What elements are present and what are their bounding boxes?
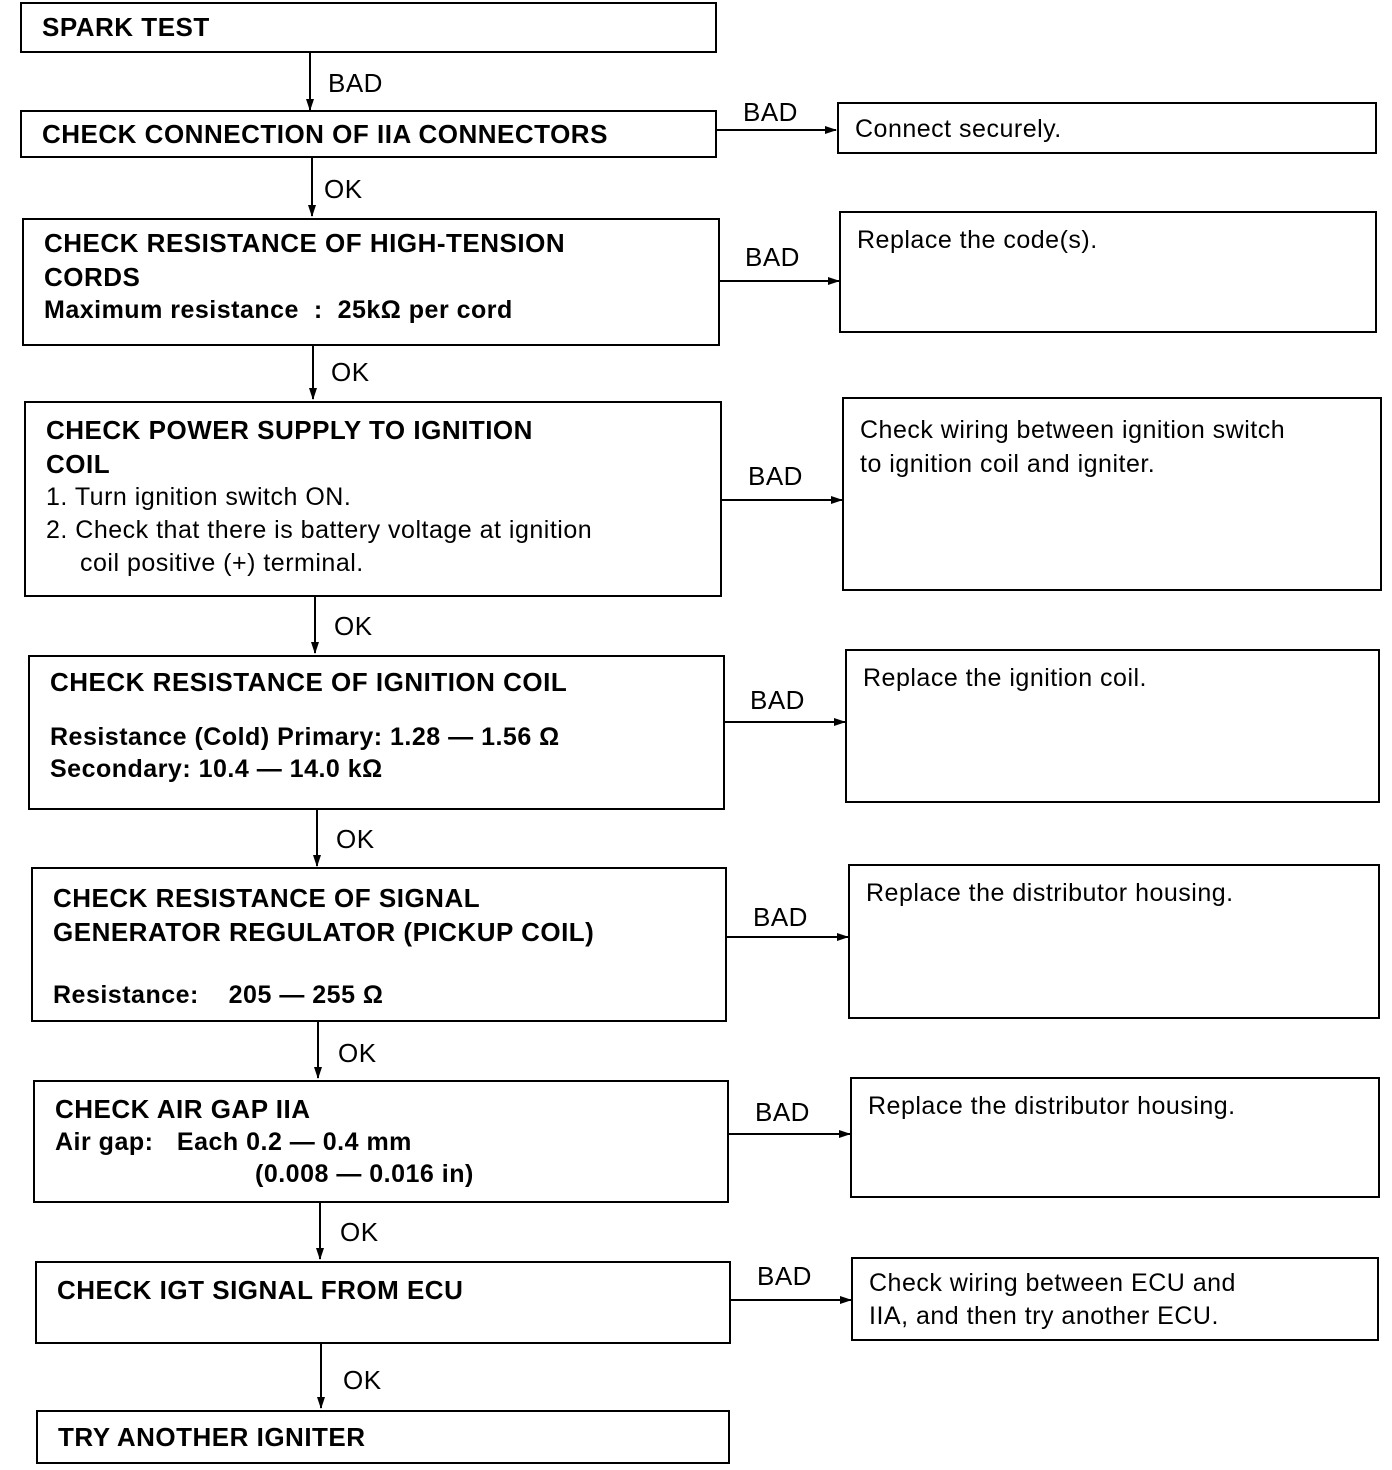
spec-label: Resistance (Cold) [50,723,270,751]
ok-label: OK [324,174,363,204]
result-text-line1: Check wiring between ECU and [869,1269,1236,1297]
spec-label: Air gap: [55,1128,154,1156]
step-title-line2: COIL [46,449,111,479]
bad-label: BAD [748,461,803,491]
result-text: Connect securely. [855,115,1062,143]
step-title-line2: GENERATOR REGULATOR (PICKUP COIL) [53,917,595,947]
step-title-line1: CHECK RESISTANCE OF HIGH-TENSION [44,228,566,258]
spec-value: Each 0.2 — 0.4 mm [176,1128,412,1156]
instruction: 2. Check that there is battery voltage at ignition [46,516,593,544]
instruction: coil positive (+) terminal. [80,549,364,577]
result-text: Replace the distributor housing. [868,1092,1236,1120]
step-title: CHECK RESISTANCE OF IGNITION COIL [50,667,568,697]
primary-value: 1.28 — 1.56 Ω [390,723,560,751]
result-replace-cords [839,211,1377,333]
step-check-iia-connectors [20,110,717,158]
primary-spec [50,721,703,753]
spec-line: Maximum resistance : 25kΩ per cord [44,296,513,324]
result-text-line2: to ignition coil and igniter. [860,450,1156,478]
step-try-another-igniter [36,1410,730,1464]
step-check-signal-generator [31,867,727,1022]
result-text: Replace the code(s). [857,226,1098,254]
step-check-power-supply [24,401,722,597]
ok-label: OK [340,1217,379,1247]
step-title: TRY ANOTHER IGNITER [58,1422,366,1452]
ok-label: OK [338,1038,377,1068]
spec-value-in: (0.008 — 0.016 in) [255,1160,474,1188]
step-check-air-gap [33,1080,729,1203]
result-text: Replace the ignition coil. [863,664,1147,692]
step-title: SPARK TEST [42,12,210,42]
bad-label: BAD [745,242,800,272]
step-title: CHECK CONNECTION OF IIA CONNECTORS [42,119,608,149]
bad-label: BAD [755,1097,810,1127]
step-check-igt-signal [35,1261,731,1344]
bad-label: BAD [757,1261,812,1291]
step-check-ignition-coil [28,655,725,810]
result-replace-distributor-housing-2 [850,1077,1380,1198]
bad-label: BAD [753,902,808,932]
ok-label: OK [343,1365,382,1395]
secondary-value: 10.4 — 14.0 kΩ [198,755,383,783]
result-text-line2: IIA, and then try another ECU. [869,1302,1219,1330]
ok-label: OK [334,611,373,641]
instruction: 1. Turn ignition switch ON. [46,483,352,511]
ok-label: OK [331,357,370,387]
bad-label: BAD [743,97,798,127]
result-text: Replace the distributor housing. [866,879,1234,907]
ok-label: OK [336,824,375,854]
spec-label: Resistance: [53,981,199,1009]
air-gap-spec [55,1126,707,1158]
secondary-label: Secondary: [50,755,192,783]
step-title-line1: CHECK RESISTANCE OF SIGNAL [53,883,481,913]
step-check-high-tension-cords [22,218,720,346]
primary-label: Primary: [277,723,383,751]
spec-value: 205 — 255 Ω [228,981,384,1009]
result-connect-securely [837,102,1377,154]
result-check-ignition-wiring [842,397,1382,591]
result-replace-ignition-coil [845,649,1380,803]
spec-label: Maximum resistance [44,296,299,324]
step-title: CHECK IGT SIGNAL FROM ECU [57,1275,464,1305]
step-title: CHECK AIR GAP IIA [55,1094,311,1124]
air-gap-spec-in [55,1158,707,1190]
step-title-line2: CORDS [44,262,141,292]
step-title-line1: CHECK POWER SUPPLY TO IGNITION [46,415,533,445]
bad-label: BAD [750,685,805,715]
bad-label: BAD [328,68,383,98]
result-replace-distributor-housing [848,864,1380,1019]
result-text-line1: Check wiring between ignition switch [860,416,1286,444]
result-check-ecu-wiring [851,1257,1379,1341]
spec-value: 25kΩ per cord [337,296,513,324]
secondary-spec [50,753,703,785]
spec-line [53,979,705,1011]
step-spark-test [20,2,717,53]
